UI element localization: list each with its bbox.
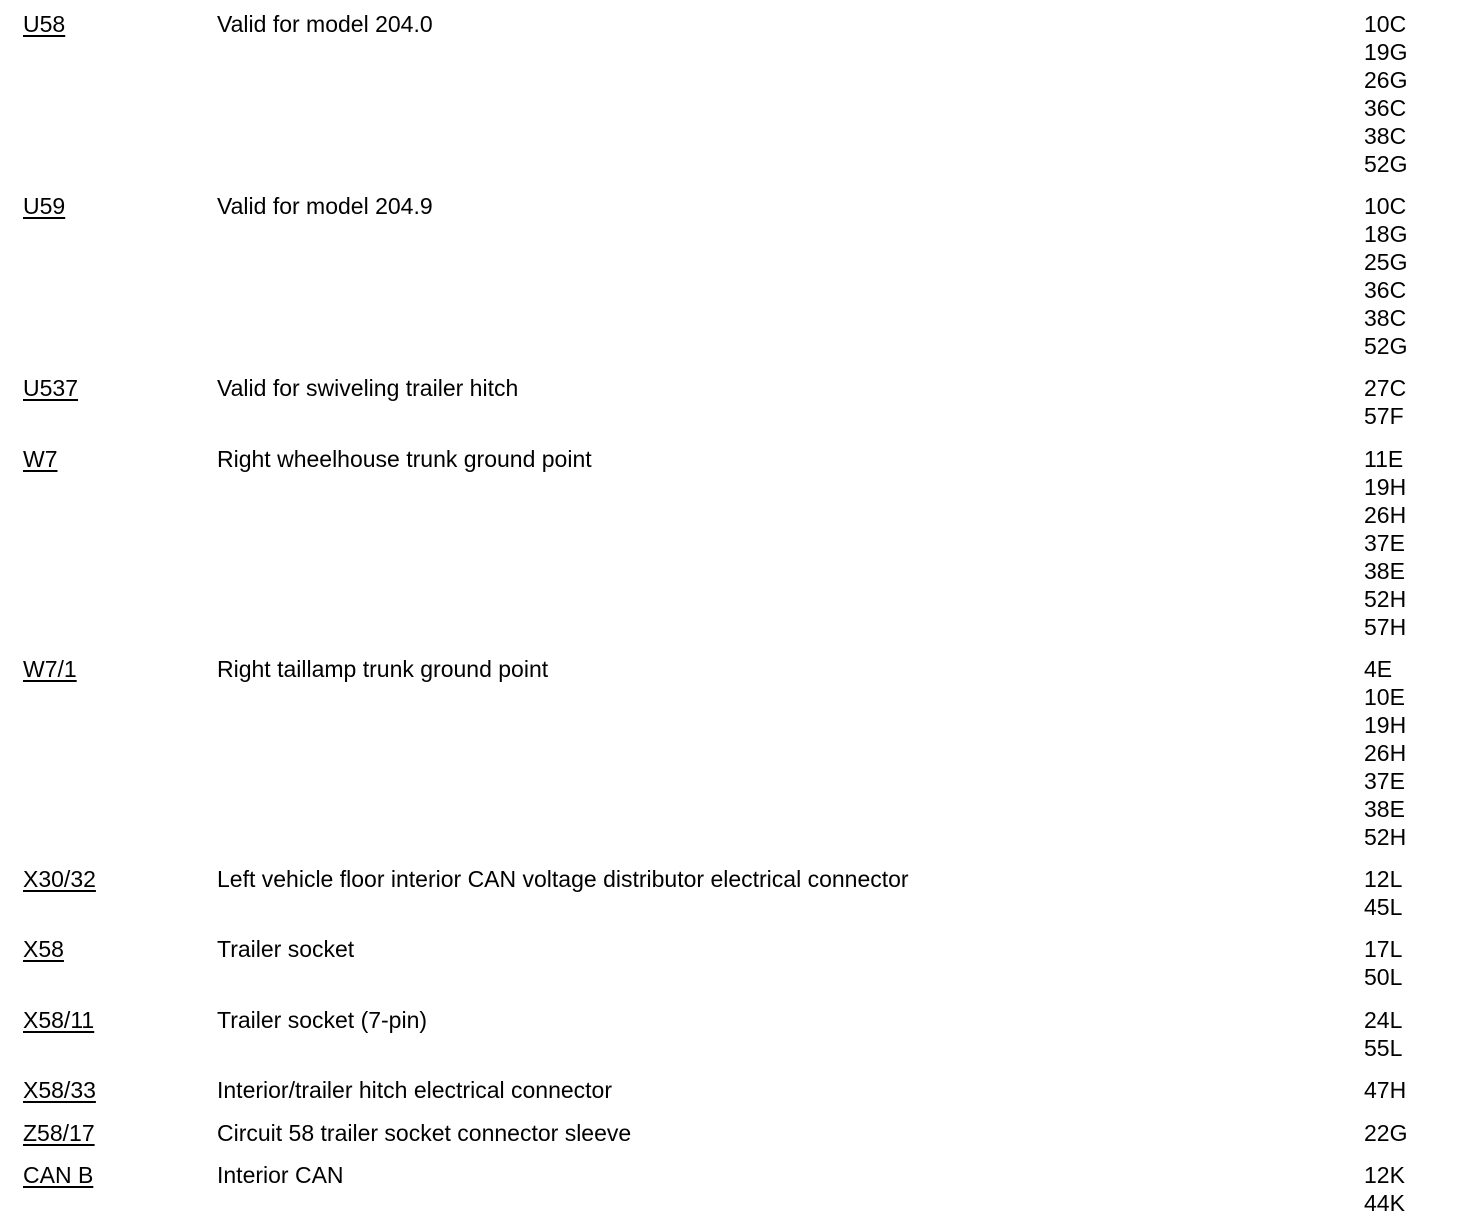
grid-reference-list	[1364, 10, 1407, 178]
component-description: Trailer socket	[217, 936, 355, 962]
grid-reference: 19H	[1364, 712, 1407, 738]
grid-reference: 52G	[1364, 333, 1408, 359]
grid-reference: 52G	[1364, 151, 1408, 177]
grid-reference: 27C	[1364, 375, 1407, 401]
grid-reference: 10C	[1364, 193, 1407, 219]
grid-reference-list	[1364, 1161, 1405, 1217]
grid-reference: 37E	[1364, 768, 1405, 794]
grid-reference: 18G	[1364, 221, 1408, 247]
grid-reference: 45L	[1364, 894, 1403, 920]
grid-reference: 57H	[1364, 614, 1407, 640]
grid-reference: 12L	[1364, 866, 1403, 892]
grid-reference: 22G	[1364, 1120, 1408, 1146]
grid-reference: 26G	[1364, 67, 1408, 93]
grid-reference: 10C	[1364, 11, 1407, 37]
grid-reference: 11E	[1364, 446, 1404, 472]
component-description: Valid for model 204.9	[217, 193, 433, 219]
grid-reference: 38E	[1364, 558, 1405, 584]
component-code-link[interactable]: X30/32	[23, 866, 96, 892]
grid-reference: 52H	[1364, 586, 1407, 612]
component-description: Interior CAN	[217, 1162, 344, 1188]
component-code-link[interactable]: W7/1	[23, 656, 77, 682]
grid-reference-list	[1364, 1119, 1407, 1147]
component-description: Valid for model 204.0	[217, 11, 433, 37]
component-description: Valid for swiveling trailer hitch	[217, 375, 519, 401]
grid-reference: 36C	[1364, 95, 1407, 121]
grid-reference: 38C	[1364, 305, 1407, 331]
component-code-link[interactable]: U59	[23, 193, 66, 219]
component-description: Right wheelhouse trunk ground point	[217, 446, 592, 472]
grid-reference-list	[1364, 374, 1406, 430]
grid-reference-list	[1364, 192, 1407, 360]
component-description: Left vehicle floor interior CAN voltage distributor electrical connector	[217, 866, 909, 892]
grid-reference: 26H	[1364, 502, 1407, 528]
grid-reference: 19G	[1364, 39, 1408, 65]
grid-reference: 12K	[1364, 1162, 1405, 1188]
component-code-link[interactable]: U537	[23, 375, 78, 401]
grid-reference: 38E	[1364, 796, 1405, 822]
grid-reference: 52H	[1364, 824, 1407, 850]
grid-reference: 47H	[1364, 1077, 1407, 1103]
component-code-link[interactable]: Z58/17	[23, 1120, 95, 1146]
component-code-link[interactable]: W7	[23, 446, 58, 472]
grid-reference-list	[1364, 935, 1402, 991]
grid-reference: 38C	[1364, 123, 1407, 149]
component-description: Right taillamp trunk ground point	[217, 656, 549, 682]
grid-reference: 36C	[1364, 277, 1407, 303]
grid-reference: 4E	[1364, 656, 1393, 682]
grid-reference: 50L	[1364, 964, 1403, 990]
grid-reference: 19H	[1364, 474, 1407, 500]
component-description: Trailer socket (7-pin)	[217, 1007, 428, 1033]
grid-reference: 17L	[1364, 936, 1403, 962]
component-code-link[interactable]: X58	[23, 936, 64, 962]
grid-reference-list	[1364, 865, 1402, 921]
component-description: Interior/trailer hitch electrical connector	[217, 1077, 612, 1103]
grid-reference-list	[1364, 1006, 1402, 1062]
grid-reference-list	[1364, 1076, 1406, 1104]
grid-reference: 26H	[1364, 740, 1407, 766]
grid-reference-list	[1364, 655, 1406, 851]
component-description: Circuit 58 trailer socket connector sleeve	[217, 1120, 632, 1146]
component-code-link[interactable]: U58	[23, 11, 66, 37]
grid-reference: 24L	[1364, 1007, 1403, 1033]
component-code-link[interactable]: X58/11	[23, 1007, 95, 1033]
component-code-link[interactable]: X58/33	[23, 1077, 96, 1103]
grid-reference: 57F	[1364, 403, 1404, 429]
grid-reference-list	[1364, 445, 1406, 641]
grid-reference: 25G	[1364, 249, 1408, 275]
component-code-link[interactable]: CAN B	[23, 1162, 94, 1188]
grid-reference: 37E	[1364, 530, 1405, 556]
grid-reference: 44K	[1364, 1190, 1405, 1216]
grid-reference: 55L	[1364, 1035, 1403, 1061]
grid-reference: 10E	[1364, 684, 1405, 710]
